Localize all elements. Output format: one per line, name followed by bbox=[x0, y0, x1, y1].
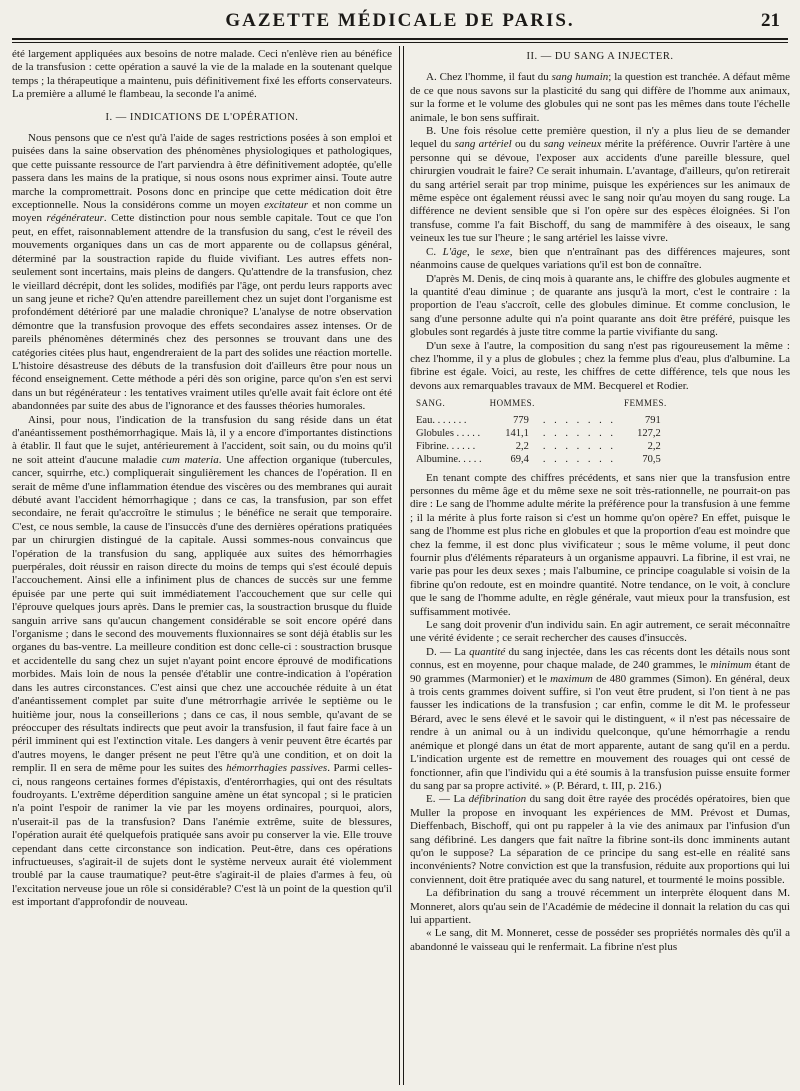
value-hommes: 69,4 bbox=[510, 453, 529, 465]
text-run: mérite la préférence. Ouvrir l'artère à une personne qui se dévoue, l'exposer aux accidents d'une pareille blessure, quel chirurgien voudrait le faire? Ce serait inhumain. L'avantage, d'ailleurs, qu'on retirerait du sang artériel serait par trop minime, puisque les expériences sur les animaux de même espèce ont également réussi avec le sang noir qu'au moyen du sang rouge. La différence ne devient sensible que si l'on opère sur des espèces éloignées. Si l'on transfuse, comme l'a fait Bischoff, du sang de mammifère à des oiseaux, le sang veineux les tue sur l'heure ; le sang artériel les laisse vivre. bbox=[410, 138, 791, 245]
text-run: B. Une fois résolue cette première question, il n'y a plus lieu de se demander lequel du bbox=[410, 125, 790, 151]
row-label: Fibrine. . . . . . bbox=[416, 440, 476, 452]
value-femmes: 791 bbox=[645, 414, 661, 426]
paragraph bbox=[410, 646, 790, 793]
emphasis: sang artériel bbox=[454, 138, 512, 151]
paragraph bbox=[12, 132, 392, 414]
column-spacer bbox=[543, 397, 624, 413]
column-header: SANG. bbox=[416, 398, 446, 409]
table-row bbox=[416, 414, 675, 427]
text-run: , bien que n'entraînant pas des différences majeures, sont néanmoins cause de quelques variations qu'il est bon de connaître. bbox=[410, 245, 791, 272]
text-run: . Cette distinction pour nous semble capitale. Tout ce que l'on peut, en effet, raisonnablement attendre de la transfusion du sang, c'est le réveil des mouvements organiques dans un cas de mort apparente ou de collapsus général, déterminé par la soustraction rapide du fluide vivifiant. Les autres effets non-seulement sont incertains, mais pleins de dangers. Qu'attendre de la transfusion, chez le vieillard décrépit, dont les solides, modifiés par l'âge, ont perdu leurs rapports avec un sang jeune et riche? Qu'en attendre pareillement chez un sujet dont l'organisme est profondément détérioré par une maladie chronique? L'analyse de notre observation démontre que la transfusion provoque des effets secondaires assez intenses. Or de pareils phénomènes déterminés chez des personnes se trouvant dans une des catégories citées plus haut, engendreraient de la part des solides une réaction mortelle. L'histoire désastreuse des débuts de la transfusion doit d'ailleurs être pour nous un fécond enseignement. Cette méthode a péri dès son origine, parce qu'on s'en est servi dans un but régénérateur : les tentatives vraiment utiles qu'elle avait fait éclore ont été abandonnées par suite des abus de l'ignorance et des fausses théories humorales. bbox=[12, 212, 392, 413]
text-run: E. — La bbox=[426, 793, 466, 806]
paragraph: D'un sexe à l'autre, la composition du sang n'est pas rigoureusement la même : chez l'homme, il y a plus de globules ; chez la femme plus d'eau, plus d'albumine. La fibrine est égale. Voici, au reste, les chiffres de cette différence, tels que nous les devons aux remarquables travaux de MM. Becquerel et Rodier. bbox=[410, 339, 790, 392]
leader-dots: . . . . . . . bbox=[542, 414, 617, 426]
text-run: , le bbox=[467, 245, 485, 258]
paragraph: La défibrination du sang a trouvé récemment un interprète éloquent dans M. Monneret, alors qu'au sein de l'Académie de médecine il donnait la relation du cas qui lui appartient. bbox=[410, 887, 790, 926]
emphasis: minimum bbox=[710, 659, 752, 672]
emphasis: sang humain bbox=[551, 71, 609, 84]
paragraph: « Le sang, dit M. Monneret, cesse de posséder ses propriétés normales dès qu'il a abandonné le vaisseau qui le renfermait. La fibrine n'est plus bbox=[410, 927, 790, 953]
text-run: du sang injectée, dans les cas récents dont les détails nous sont connus, est en moyenne, pour chaque malade, de 240 grammes, le bbox=[410, 645, 791, 672]
text-run: et non comme un moyen bbox=[12, 199, 392, 225]
value-femmes: 127,2 bbox=[637, 427, 661, 439]
text-run: C. bbox=[426, 245, 437, 258]
value-femmes: 70,5 bbox=[642, 453, 661, 465]
right-column bbox=[410, 48, 790, 954]
header-rule-thin bbox=[12, 42, 788, 43]
table-row bbox=[416, 427, 675, 440]
column-divider bbox=[399, 46, 404, 1085]
left-column bbox=[12, 48, 392, 910]
text-run: A. Chez l'homme, il faut du bbox=[426, 71, 549, 84]
paragraph: Le sang doit provenir d'un individu sain. En agir autrement, ce serait méconnaître une vérité évidente ; ce serait rechercher des causes d'insuccès. bbox=[410, 619, 790, 645]
paragraph bbox=[410, 71, 790, 125]
page-header bbox=[12, 10, 788, 36]
text-run: D. — La bbox=[426, 645, 466, 658]
leader-dots: . . . . . . . bbox=[542, 427, 617, 439]
text-run: ou du bbox=[515, 138, 541, 151]
text-run: Nous pensons que ce n'est qu'à l'aide de sages restrictions posées à son emploi et puisées dans la saine observation des phénomènes physiologiques et pathologiques, que cette puissante ressource de l'art parviendra à être définitivement adoptée, qu'elle passera dans les mains de la pratique, si nous osons nous exprimer ainsi. Toute autre marche la compromettrait. Posons donc en principe que cette médication doit être exceptionnelle. Nous la considérons comme un moyen bbox=[12, 132, 392, 212]
paragraph: été largement appliquées aux besoins de notre malade. Ceci n'enlève rien au bénéfice de la transfusion : cette opération a sauvé la vie de la malade en la soutenant quelque temps ; la thérapeutique a maintenu, puis définitivement fixé les efforts conservateurs. La première a allumé le flambeau, la seconde l'a animé. bbox=[12, 48, 392, 101]
emphasis: sexe bbox=[490, 245, 510, 258]
emphasis: régénérateur bbox=[46, 212, 104, 225]
paragraph: D'après M. Denis, de cinq mois à quarante ans, le chiffre des globules augmente et la quantité d'eau diminue ; de quarante ans jusqu'à la mort, c'est le contraire : la proportion de l'eau s'accroît, celle des globules diminue. Et comme conclusion, le sang d'une personne adulte qui n'a point quarante ans doit être préféré, puisque les globules sont regardés à juste titre comme la partie vivifiante du sang. bbox=[410, 272, 790, 339]
paragraph bbox=[410, 793, 790, 887]
table-row bbox=[416, 453, 675, 466]
text-run: ; la question est tranchée. A défaut même de ce que nous savons sur la plasticité du sang qui diffère de l'homme aux animaux, sur la forme et le volume des globules qui ne sont pas les mêmes dans toute l'échelle animale, le bon sens suffirait. bbox=[410, 71, 791, 124]
text-run: . Une affection organique (tubercules, cancer, squirrhe, etc.) compliquerait singulièrement les chances de l'opération. Il en serait de même d'une inflammation étendue des viscères ou des membranes qui aurait débuté avant l'accident hémorrhagique ; dans ce cas, la transfusion, par son effet secondaire, ne ferait qu'accroître le stimulus ; le bénéfice ne serait que temporaire. C'est, ce nous semble, la cause de l'insuccès d'une des dernières opérations pratiquées par un chirurgien distingué de la capitale. Aussi sommes-nous convaincus que l'opération de la transfusion du sang, appliquée aux suites des hémorrhagies puerpérales, doit réussir en raison directe du moins de temps qui s'est écoulé depuis l'accouchement. Ainsi elle a infiniment plus de chances de succès sur une femme épuisée par une perte qui suit immédiatement l'accouchement que sur celle qui l'éprouve quelques jours après. Dans le premier cas, la soustraction brusque du fluide sanguin arrive sans qu'aucun changement considérable se soit encore opéré dans l'organisme ; dans le second des mouvements fluxionnaires se sont déjà établis sur les organes du bas-ventre. La meilleure condition est donc celle-ci : soustraction brusque et accidentelle du sang chez un sujet n'ayant point encore éprouvé de modifications morbides. Mais loin de nous la pensée d'établir une contre-indication à l'opération dans les autres circonstances. C'est ainsi que chez une accouchée réduite à un état d'anéantissement complet par suite d'une métrorrhagie arrivée le septième ou le huitième jour, nous la conseillerions ; dans ce cas, il nous semble, qu'avant de se préoccuper des résultats indirects que peut avoir la transfusion, il faut faire face à un péril imminent qui est l'extinction vitale. Les dangers à venir peuvent être écartés par d'autres moyens, le danger présent ne peut l'être qu'à une condition, et on doit la remplir. Il en sera de même pour les suites des bbox=[12, 453, 393, 775]
value-hommes: 2,2 bbox=[515, 440, 529, 452]
paragraph: En tenant compte des chiffres précédents, et sans nier que la transfusion entre personnes du même âge et du même sexe ne soit très-rationnelle, ne pourrait-on pas dire : Le sang de l'homme adulte mérite la préférence pour la transfusion à une femme ; il la mérite à plus forte raison si c'est un homme qu'on opère? En effet, puisque le sang de l'homme est plus riche en globules et que la proportion d'eau est moindre que chez la femme, il est donc plus vivificateur ; sous le même volume, il peut donc fournir plus d'éléments réparateurs à un organisme appauvri. La fibrine, il est vrai, ne varie pas pour les deux sexes ; mais l'albumine, ce principe coagulable si voisin de la fibrine qu'on redoute, est en moindre quantité. Notre tendance, on le voit, à conclure que le sang de l'homme adulte, en règle générale, vaut mieux pour la transfusion, est suffisamment motivée. bbox=[410, 471, 790, 618]
text-run: du sang doit être rayée des procédés opératoires, bien que Muller la propose en invoquant les expériences de MM. Prévost et Dumas, Dieffenbach, Bischoff, qui ont pu rappeler à la vie des animaux par l'infusion d'un sang défibriné. Les dangers que fait naître la fibrine sont-ils donc imminents autant qu'on le suppose? La séparation de ce principe du sang est-elle en réalité sans inconvénients? Notre conviction est que la transfusion, réduite aux proportions qui lui conviennent, doit être pratiquée avec du sang naturel, et tourmenté le moins possible. bbox=[410, 793, 790, 886]
row-label: Globules . . . . . bbox=[416, 427, 481, 439]
emphasis: défibrination bbox=[468, 793, 527, 806]
emphasis: quantité bbox=[469, 645, 506, 658]
section-heading-indications: I. — INDICATIONS DE L'OPÉRATION. bbox=[105, 111, 299, 123]
emphasis: hémorrhagies passives bbox=[226, 762, 328, 775]
paragraph bbox=[410, 125, 790, 246]
emphasis: excitateur bbox=[264, 199, 309, 212]
emphasis: L'âge bbox=[442, 245, 468, 258]
blood-composition-table bbox=[416, 397, 675, 465]
value-hommes: 141,1 bbox=[505, 427, 529, 439]
leader-dots: . . . . . . . bbox=[542, 453, 617, 465]
leader-dots: . . . . . . . bbox=[542, 440, 617, 452]
table-header-row bbox=[416, 397, 675, 413]
text-run: étant de 90 grammes (Marmonier) et le bbox=[410, 659, 791, 685]
section-heading-sang: II. — DU SANG A INJECTER. bbox=[526, 51, 674, 62]
journal-title: GAZETTE MÉDICALE DE PARIS. bbox=[225, 10, 575, 31]
header-rule bbox=[12, 38, 788, 40]
emphasis: maximum bbox=[550, 672, 593, 685]
row-label: Eau. . . . . . . bbox=[416, 414, 467, 426]
paragraph bbox=[410, 246, 790, 273]
column-header: HOMMES. bbox=[489, 398, 535, 409]
table-row bbox=[416, 440, 675, 453]
text-run: Ainsi, pour nous, l'indication de la transfusion du sang réside dans un état d'anéantissement posthémorrhagique. Mais là, il y a encore d'importantes distinctions à établir. Il faut que le sujet, antérieurement à l'accident, soit sain, ou du moins qu'il ne soit atteint d'aucune maladie bbox=[12, 413, 392, 466]
row-label: Albumine. . . . . bbox=[416, 453, 482, 465]
column-header: FEMMES. bbox=[624, 398, 667, 409]
value-hommes: 779 bbox=[513, 414, 529, 426]
value-femmes: 2,2 bbox=[647, 440, 661, 452]
page-number: 21 bbox=[761, 10, 780, 31]
emphasis: cum materia bbox=[161, 453, 219, 466]
text-run: . Parmi celles-ci, nous rangeons certaines formes d'épistaxis, d'entérorrhagies, qui ont des résultats foudroyants. L'extrême déperdition sanguine amène un état syncopal ; si le praticien n'a point l'espoir de ranimer la vie par les moyens ordinaires, pourquoi, alors, n'userait-il pas de la transfusion? Dans l'anémie extrême, suite de blessures, l'opération aurait été quelquefois pratiquée sans avoir pu conserver la vie. Elle trouve cependant dans cette circonstance son indication. Peut-être, dans ces opérations infructueuses, s'agirait-il de sujets dont le système nerveux aurait été violemment troublé par la cause traumatique? peut-être s'agirait-il de plaies d'armes à feu, où l'excitation nerveuse joue un rôle si considérable? C'est là un point de la question qu'il est important d'approfondir de nouveau. bbox=[12, 762, 392, 909]
text-run: de 480 grammes (Simon). En général, deux à trois cents grammes doivent suffire, si l'on veut être prudent, si l'on tient à ne pas fausser les indications de la transfusion ; car enfin, comme le dit M. le professeur Bérard, avec le sens élevé et le savoir qui le distinguent, « il n'est pas nécessaire de rendre à un animal ou à un individu quelconque, qu'une hémorrhagie a rendu anémique et plongé dans un état de mort apparente, autant de sang qu'il en a perdu. L'indication urgente est de remettre en mouvement des rouages qui ont cessé de fonctionner, afin que l'individu qui a été soumis à la transfusion puisse ensuite former du sang par sa propre activité. » (P. Bérard, t. III, p. 216.) bbox=[410, 672, 791, 792]
emphasis: sang veineux bbox=[543, 138, 602, 151]
paragraph bbox=[12, 414, 392, 910]
